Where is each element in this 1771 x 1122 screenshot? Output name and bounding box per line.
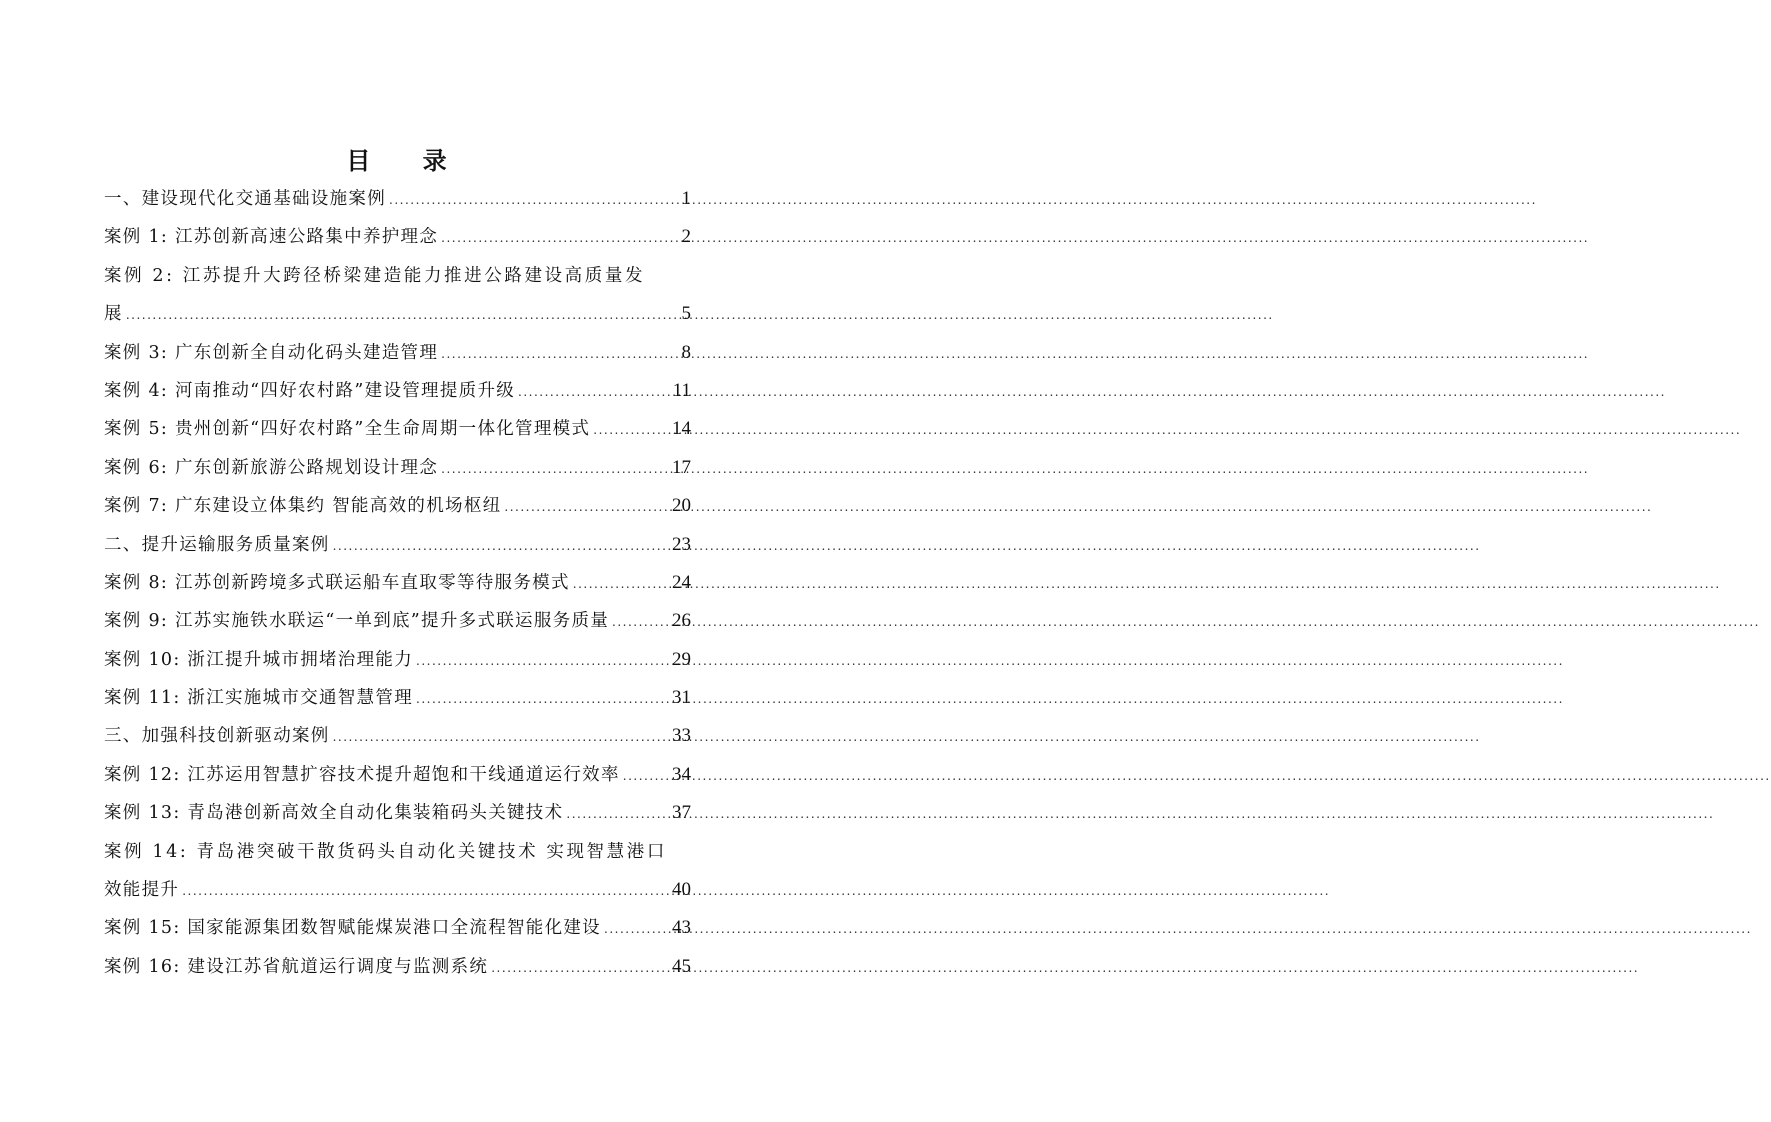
toc-entry[interactable] xyxy=(104,756,691,794)
toc-entry-title: 一、建设现代化交通基础设施案例 xyxy=(104,189,386,209)
table-of-contents xyxy=(104,180,691,986)
toc-entry[interactable] xyxy=(104,909,691,947)
toc-page-number: 24 xyxy=(672,571,691,593)
toc-entry[interactable] xyxy=(104,602,691,640)
toc-entry-title: 案例 13: 青岛港创新高效全自动化集装箱码头关键技术 xyxy=(104,803,564,824)
toc-entry[interactable] xyxy=(104,948,691,986)
toc-page-number: 37 xyxy=(672,802,691,824)
toc-leader-dots xyxy=(501,488,672,526)
toc-entry[interactable] xyxy=(104,449,691,487)
page-title: 目 录 xyxy=(346,146,469,175)
toc-entry-title: 案例 2: 江苏提升大跨径桥梁建造能力推进公路建设高质量发 xyxy=(104,265,646,286)
toc-entry-title: 案例 4: 河南推动“四好农村路”建设管理提质升级 xyxy=(104,380,516,401)
toc-leader-dots xyxy=(620,757,672,795)
toc-entry-continuation[interactable] xyxy=(104,871,691,909)
toc-entry-title: 案例 14: 青岛港突破干散货码头自动化关键技术 实现智慧港口 xyxy=(104,841,667,862)
toc-leader-dots xyxy=(438,335,681,373)
toc-leader-dots xyxy=(515,373,673,411)
toc-leader-dots xyxy=(330,527,672,565)
toc-page-number: 14 xyxy=(672,418,691,440)
toc-leader-dots xyxy=(438,450,672,488)
toc-page-number: 8 xyxy=(681,341,691,363)
toc-entry[interactable] xyxy=(104,794,691,832)
toc-page-number: 1 xyxy=(681,188,691,209)
toc-page-number: 23 xyxy=(672,533,691,555)
toc-entry-title: 展 xyxy=(104,304,123,325)
toc-entry[interactable] xyxy=(104,487,691,525)
toc-entry[interactable] xyxy=(104,641,691,679)
toc-page-number: 33 xyxy=(672,725,691,747)
toc-page-number: 26 xyxy=(672,610,691,632)
toc-page-number: 29 xyxy=(672,648,691,670)
toc-entry[interactable] xyxy=(104,334,691,372)
toc-leader-dots xyxy=(570,565,672,603)
toc-entry[interactable] xyxy=(104,679,691,717)
toc-entry-title: 案例 9: 江苏实施铁水联运“一单到底”提升多式联运服务质量 xyxy=(104,611,610,632)
toc-entry[interactable] xyxy=(104,372,691,410)
toc-page-number: 45 xyxy=(672,955,691,977)
toc-leader-dots xyxy=(601,910,672,948)
toc-leader-dots xyxy=(413,642,672,680)
toc-page-number: 5 xyxy=(681,303,691,325)
toc-leader-dots xyxy=(488,949,672,987)
toc-entry-title: 案例 5: 贵州创新“四好农村路”全生命周期一体化管理模式 xyxy=(104,419,591,440)
toc-entry-title: 案例 7: 广东建设立体集约 智能高效的机场枢纽 xyxy=(104,496,502,517)
toc-entry[interactable] xyxy=(104,410,691,448)
toc-entry-title: 案例 1: 江苏创新高速公路集中养护理念 xyxy=(104,227,439,248)
toc-entry-title: 案例 15: 国家能源集团数智赋能煤炭港口全流程智能化建设 xyxy=(104,918,601,939)
toc-leader-dots xyxy=(438,219,681,257)
toc-entry[interactable] xyxy=(104,564,691,602)
toc-page-number: 2 xyxy=(681,226,691,248)
toc-entry-title: 案例 10: 浙江提升城市拥堵治理能力 xyxy=(104,649,413,670)
toc-entry[interactable] xyxy=(104,717,691,755)
toc-leader-dots xyxy=(413,680,672,718)
toc-leader-dots xyxy=(590,411,672,449)
toc-entry[interactable] xyxy=(104,180,691,218)
toc-entry-continuation[interactable] xyxy=(104,295,691,333)
toc-entry-title: 三、加强科技创新驱动案例 xyxy=(104,726,330,747)
toc-leader-dots xyxy=(123,296,682,334)
toc-entry-title: 案例 11: 浙江实施城市交通智慧管理 xyxy=(104,688,413,709)
toc-entry[interactable] xyxy=(104,833,691,871)
toc-entry[interactable] xyxy=(104,218,691,256)
toc-page-number: 11 xyxy=(672,379,691,401)
toc-leader-dots xyxy=(386,181,682,219)
toc-entry[interactable] xyxy=(104,257,691,295)
toc-page-number: 20 xyxy=(672,495,691,517)
toc-entry-title: 二、提升运输服务质量案例 xyxy=(104,534,330,555)
toc-entry-title: 案例 16: 建设江苏省航道运行调度与监测系统 xyxy=(104,956,489,977)
toc-entry-title: 案例 3: 广东创新全自动化码头建造管理 xyxy=(104,342,439,363)
toc-entry-title: 效能提升 xyxy=(104,880,180,901)
toc-entry[interactable] xyxy=(104,526,691,564)
toc-leader-dots xyxy=(179,872,672,910)
toc-entry-title: 案例 8: 江苏创新跨境多式联运船车直取零等待服务模式 xyxy=(104,572,570,593)
toc-leader-dots xyxy=(563,795,672,833)
toc-entry-title: 案例 6: 广东创新旅游公路规划设计理念 xyxy=(104,457,439,478)
toc-page-number: 34 xyxy=(672,763,691,785)
toc-page-number: 40 xyxy=(672,879,691,901)
toc-page-number: 17 xyxy=(672,456,691,478)
toc-entry-title: 案例 12: 江苏运用智慧扩容技术提升超饱和干线通道运行效率 xyxy=(104,764,620,785)
toc-leader-dots xyxy=(609,603,672,641)
toc-page-number: 31 xyxy=(672,687,691,709)
toc-leader-dots xyxy=(330,718,672,756)
toc-page-number: 43 xyxy=(672,917,691,939)
